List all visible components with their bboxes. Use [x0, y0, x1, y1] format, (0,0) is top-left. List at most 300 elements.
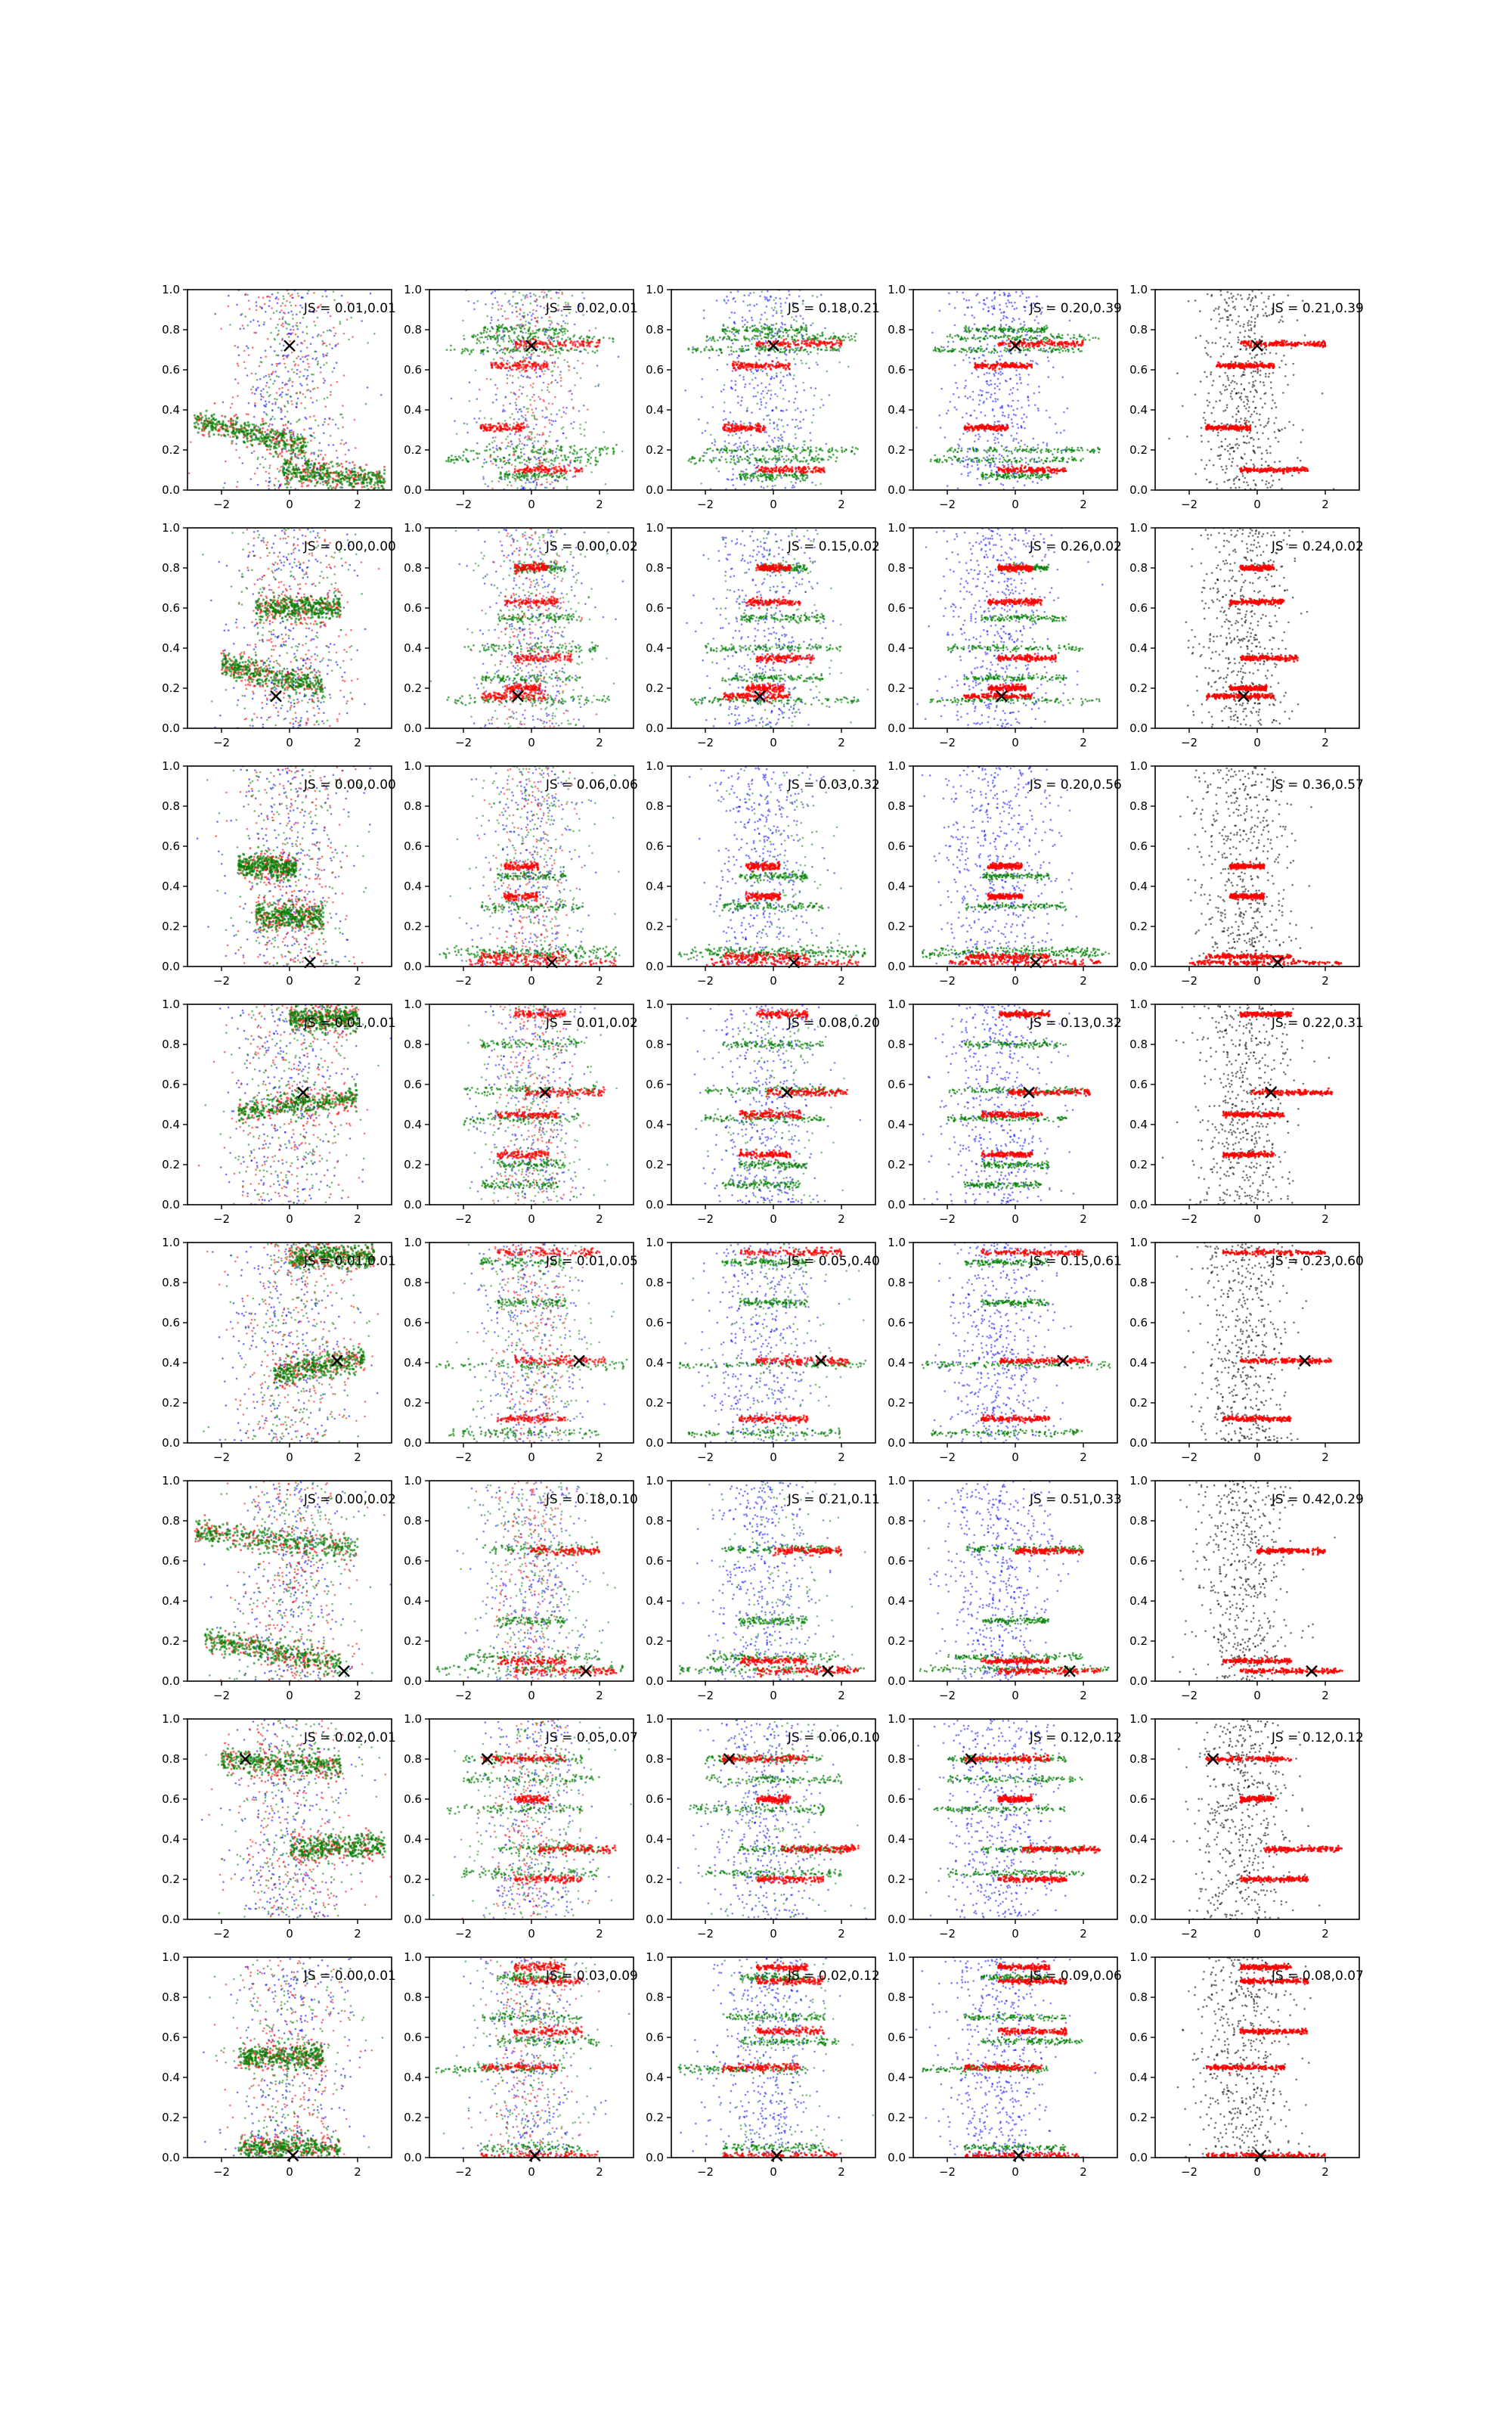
scatter-point [522, 487, 525, 489]
scatter-point [748, 422, 751, 424]
scatter-point [604, 446, 606, 448]
scatter-point [548, 470, 550, 472]
scatter-point [314, 419, 317, 421]
scatter-point [768, 345, 770, 347]
scatter-point [198, 427, 200, 430]
scatter-point [714, 441, 717, 443]
scatter-point [232, 424, 234, 426]
scatter-point [517, 457, 519, 459]
scatter-point [726, 424, 728, 426]
scatter-point [756, 370, 758, 372]
scatter-point [837, 337, 839, 339]
scatter-point [800, 427, 802, 430]
scatter-point [308, 427, 311, 430]
scatter-point [760, 460, 762, 462]
scatter-point [514, 459, 516, 461]
scatter-point [751, 317, 753, 319]
scatter-point [568, 390, 570, 392]
scatter-point [742, 300, 745, 302]
scatter-point [524, 474, 526, 476]
scatter-point [795, 385, 797, 387]
scatter-point [264, 442, 266, 445]
scatter-point [268, 396, 271, 398]
scatter-point [762, 371, 764, 373]
scatter-point [769, 354, 771, 356]
scatter-point [339, 482, 342, 484]
scatter-point [288, 336, 290, 338]
scatter-point [490, 322, 492, 324]
scatter-point [531, 414, 534, 417]
scatter-point [275, 447, 277, 449]
scatter-point [352, 461, 354, 464]
scatter-point [283, 358, 285, 360]
scatter-point [530, 339, 532, 341]
scatter-point [323, 467, 325, 470]
scatter-point [742, 350, 745, 352]
scatter-point [251, 392, 253, 394]
scatter-point [755, 327, 758, 330]
scatter-point [510, 445, 512, 448]
scatter-point [500, 473, 502, 476]
scatter-point [525, 482, 527, 484]
scatter-point [266, 391, 268, 393]
scatter-point [704, 348, 706, 350]
scatter-point [519, 439, 521, 441]
scatter-point [744, 337, 746, 340]
scatter-point [523, 348, 525, 350]
scatter-point [573, 421, 575, 424]
scatter-point [489, 429, 491, 431]
scatter-point [324, 380, 326, 382]
scatter-point [791, 348, 793, 350]
scatter-point [765, 476, 767, 479]
scatter-point [339, 474, 341, 476]
scatter-point [761, 327, 764, 330]
scatter-point [296, 456, 299, 458]
scatter-point [248, 299, 250, 302]
scatter-point [259, 324, 261, 327]
scatter-point [775, 297, 777, 299]
scatter-point [513, 348, 515, 350]
scatter-point [294, 469, 296, 471]
scatter-point [528, 352, 531, 354]
scatter-point [805, 342, 807, 344]
scatter-point [732, 298, 734, 300]
scatter-point [546, 365, 548, 368]
scatter-point [785, 368, 787, 371]
scatter-point [211, 415, 213, 417]
scatter-point [258, 426, 260, 428]
scatter-point [251, 373, 253, 375]
scatter-point [269, 448, 271, 451]
scatter-point [484, 417, 486, 420]
scatter-point [547, 441, 549, 443]
scatter-point [551, 322, 553, 324]
scatter-point [730, 429, 733, 431]
scatter-point [815, 484, 817, 486]
scatter-point [330, 391, 332, 393]
scatter-point [260, 357, 262, 359]
scatter-point [309, 464, 311, 466]
scatter-point [487, 338, 489, 340]
scatter-point [324, 290, 327, 293]
scatter-point [289, 431, 291, 433]
scatter-point [271, 439, 274, 442]
scatter-point [271, 364, 274, 366]
scatter-point [571, 393, 573, 396]
scatter-point [816, 340, 819, 342]
scatter-point [855, 447, 857, 449]
scatter-point [549, 316, 551, 318]
scatter-point [302, 470, 305, 472]
scatter-point [495, 464, 497, 467]
scatter-point [773, 458, 775, 460]
scatter-point [528, 356, 530, 358]
scatter-point [254, 392, 256, 395]
scatter-point [327, 396, 329, 399]
scatter-point [531, 315, 533, 317]
scatter-point [816, 361, 818, 364]
scatter-point [612, 340, 615, 343]
scatter-point [507, 370, 510, 372]
scatter-point [376, 474, 379, 476]
scatter-point [260, 390, 262, 392]
scatter-point [268, 467, 271, 469]
scatter-point [246, 446, 248, 448]
scatter-point [513, 365, 515, 367]
scatter-point [509, 374, 511, 377]
scatter-point [341, 439, 343, 442]
scatter-point [522, 356, 525, 358]
scatter-point [714, 439, 716, 441]
scatter-point [281, 318, 284, 321]
scatter-point [234, 378, 237, 380]
scatter-point [547, 473, 549, 475]
scatter-point [776, 357, 778, 359]
scatter-point [797, 460, 799, 462]
scatter-point [292, 314, 294, 316]
scatter-point [556, 414, 558, 416]
scatter-point [299, 322, 302, 324]
scatter-point [555, 330, 557, 332]
scatter-point [562, 321, 565, 323]
scatter-point [751, 371, 753, 373]
scatter-point [278, 442, 280, 444]
scatter-point [710, 434, 712, 436]
scatter-point [293, 361, 296, 363]
scatter-point [770, 394, 773, 396]
scatter-point [511, 368, 513, 371]
scatter-point [722, 451, 724, 454]
scatter-point [759, 475, 761, 477]
scatter-point [736, 447, 739, 449]
scatter-point [801, 340, 804, 343]
scatter-point [793, 486, 795, 489]
scatter-point [287, 293, 290, 295]
scatter-point [758, 349, 761, 352]
scatter-point [816, 343, 818, 346]
scatter-point [780, 302, 782, 305]
scatter-point [717, 355, 720, 357]
scatter-point [504, 348, 507, 350]
scatter-point [516, 311, 518, 313]
panel-r1-c2 [404, 283, 638, 511]
scatter-point [585, 448, 587, 450]
scatter-point [541, 291, 544, 293]
scatter-point [290, 477, 293, 479]
scatter-point [751, 411, 753, 414]
scatter-point [317, 361, 319, 363]
scatter-point [736, 429, 738, 431]
scatter-point [273, 312, 275, 314]
scatter-point [305, 479, 308, 481]
scatter-point [383, 466, 386, 468]
scatter-point [543, 433, 545, 436]
scatter-point [831, 447, 833, 449]
scatter-point [451, 455, 453, 457]
scatter-point [335, 333, 337, 335]
scatter-point [773, 421, 776, 424]
scatter-point [736, 455, 739, 457]
scatter-point [553, 460, 556, 462]
scatter-point [521, 427, 523, 429]
scatter-point [503, 457, 506, 459]
scatter-point [572, 427, 575, 430]
scatter-point [774, 327, 776, 330]
scatter-point [760, 345, 762, 347]
scatter-point [303, 455, 305, 458]
scatter-point [501, 430, 503, 433]
scatter-point [513, 327, 516, 330]
scatter-point [756, 366, 758, 368]
scatter-point [500, 357, 502, 359]
scatter-point [380, 475, 383, 477]
scatter-point [548, 335, 550, 337]
scatter-point [759, 334, 761, 337]
scatter-point [594, 352, 596, 354]
scatter-point [565, 413, 567, 415]
scatter-point [804, 327, 806, 330]
scatter-point [707, 422, 709, 424]
scatter-point [332, 465, 334, 467]
scatter-point [483, 327, 485, 329]
scatter-point [776, 372, 778, 374]
scatter-point [749, 368, 751, 371]
scatter-point [376, 476, 378, 479]
scatter-point [237, 395, 239, 397]
scatter-point [545, 331, 547, 334]
scatter-point [265, 458, 267, 461]
scatter-point [268, 376, 271, 378]
scatter-point [541, 476, 543, 478]
scatter-point [297, 336, 299, 338]
x-tick-label: 2 [596, 498, 603, 511]
scatter-point [831, 450, 833, 452]
scatter-point [531, 396, 534, 399]
scatter-point [757, 477, 759, 479]
scatter-point [530, 296, 532, 298]
scatter-point [313, 321, 315, 323]
scatter-point [705, 430, 707, 432]
scatter-point [256, 389, 258, 392]
scatter-point [266, 448, 268, 451]
scatter-point [795, 344, 797, 346]
scatter-point [498, 330, 500, 332]
scatter-point [298, 420, 300, 422]
scatter-point [291, 403, 293, 405]
scatter-point [487, 486, 489, 488]
scatter-point [277, 480, 280, 482]
scatter-point [603, 431, 605, 433]
scatter-point [256, 467, 259, 470]
scatter-point [552, 337, 554, 340]
scatter-point [234, 345, 237, 347]
scatter-point [805, 477, 807, 479]
scatter-point [492, 402, 494, 404]
scatter-point [515, 393, 517, 396]
scatter-point [692, 352, 694, 354]
scatter-point [552, 354, 554, 356]
scatter-point [261, 440, 263, 442]
scatter-point [729, 449, 731, 451]
scatter-point [541, 343, 544, 345]
scatter-point [503, 426, 506, 428]
scatter-point [514, 290, 516, 293]
scatter-point [763, 447, 765, 449]
scatter-point [801, 328, 803, 330]
x-tick-label: 0 [528, 498, 535, 511]
scatter-point [361, 320, 363, 322]
scatter-point [533, 394, 535, 396]
scatter-point [759, 333, 761, 335]
scatter-point [767, 335, 770, 337]
scatter-point [513, 478, 516, 480]
scatter-point [306, 346, 308, 349]
scatter-point [531, 476, 533, 478]
scatter-point [524, 437, 526, 439]
scatter-point [272, 383, 274, 385]
scatter-point [246, 430, 248, 432]
scatter-point [298, 295, 300, 297]
scatter-point [723, 410, 726, 412]
scatter-point [792, 451, 795, 453]
scatter-point [780, 310, 782, 312]
scatter-point [584, 435, 586, 437]
scatter-point [764, 296, 766, 298]
scatter-point [511, 305, 513, 307]
scatter-point [594, 386, 596, 388]
scatter-point [507, 445, 509, 448]
scatter-point [292, 433, 294, 436]
scatter-point [274, 433, 277, 436]
scatter-point [517, 343, 519, 346]
scatter-point [497, 467, 500, 469]
scatter-point [558, 351, 560, 353]
scatter-point [370, 486, 373, 488]
scatter-point [722, 329, 724, 331]
scatter-point [742, 326, 744, 328]
scatter-point [841, 336, 844, 338]
scatter-point [779, 475, 782, 477]
scatter-point [744, 442, 746, 444]
scatter-point [259, 432, 261, 434]
scatter-point [561, 416, 563, 418]
scatter-point [847, 366, 850, 368]
scatter-point [764, 324, 767, 326]
scatter-point [491, 367, 493, 369]
scatter-point [816, 364, 819, 366]
scatter-point [558, 324, 560, 326]
scatter-point [293, 431, 295, 433]
scatter-point [780, 337, 782, 339]
scatter-point [281, 409, 284, 411]
scatter-point [770, 478, 773, 480]
scatter-point [807, 353, 810, 355]
scatter-point [475, 335, 477, 337]
scatter-point [304, 368, 306, 371]
scatter-point [734, 335, 736, 337]
scatter-point [775, 302, 777, 305]
scatter-point [735, 383, 737, 386]
scatter-point [536, 376, 538, 378]
scatter-point [712, 338, 714, 340]
scatter-point [792, 487, 794, 489]
scatter-point [235, 422, 237, 424]
scatter-point [279, 362, 281, 365]
scatter-point [780, 434, 782, 436]
scatter-point [345, 480, 348, 482]
scatter-point [342, 417, 344, 419]
scatter-point [355, 479, 358, 481]
scatter-point [814, 458, 816, 460]
scatter-point [284, 363, 286, 365]
scatter-point [253, 416, 256, 418]
scatter-point [351, 474, 353, 476]
scatter-point [479, 410, 482, 412]
scatter-point [376, 470, 378, 473]
scatter-point [236, 486, 238, 488]
scatter-point [539, 348, 541, 350]
scatter-point [197, 415, 199, 417]
scatter-point [273, 447, 275, 449]
scatter-point [735, 443, 737, 445]
scatter-point [293, 329, 295, 331]
scatter-point [283, 345, 285, 347]
scatter-point [477, 300, 479, 302]
scatter-point [798, 349, 801, 352]
scatter-point [820, 483, 822, 486]
scatter-point [290, 423, 292, 425]
scatter-point [851, 451, 854, 453]
scatter-point [541, 389, 543, 392]
scatter-point [310, 439, 312, 442]
scatter-point [805, 330, 807, 332]
scatter-point [472, 336, 474, 338]
scatter-point [793, 319, 795, 321]
scatter-point [522, 416, 525, 418]
scatter-point [501, 358, 503, 360]
scatter-point [555, 379, 557, 381]
scatter-point [561, 338, 563, 340]
scatter-point [569, 470, 572, 472]
scatter-point [534, 440, 536, 442]
scatter-point [284, 366, 287, 368]
scatter-point [525, 346, 528, 348]
scatter-point [788, 290, 790, 293]
scatter-point [299, 311, 302, 313]
scatter-point [737, 425, 739, 427]
scatter-point [269, 296, 271, 299]
